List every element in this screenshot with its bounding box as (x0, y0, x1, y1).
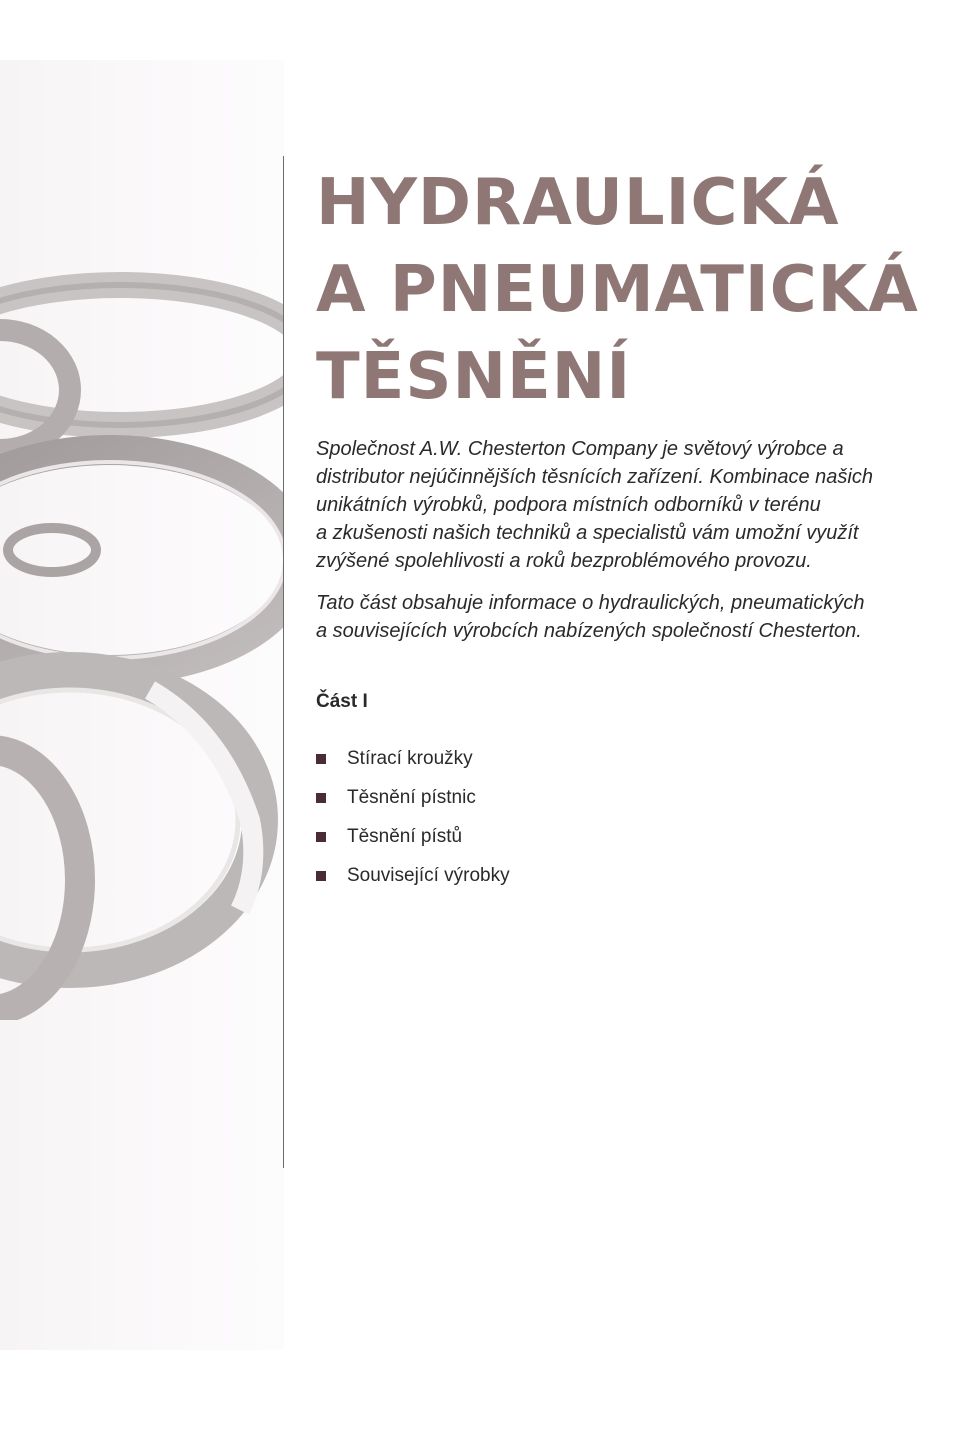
intro-line: distributor nejúčinnějších těsnících zařízení. Kombinace našich (316, 466, 873, 488)
intro-paragraph-2 (316, 589, 936, 645)
list-item-label: Těsnění pístů (347, 825, 463, 847)
intro-line: Společnost A.W. Chesterton Company je světový výrobce a (316, 438, 844, 460)
list-item (316, 778, 936, 817)
intro-line: unikátních výrobků, podpora místních odborníků v terénu (316, 494, 821, 516)
square-bullet-icon (316, 793, 326, 803)
content-column (316, 160, 936, 895)
list-item (316, 817, 936, 856)
list-item (316, 856, 936, 895)
page-title (316, 160, 936, 421)
intro-line: a souvisejících výrobcích nabízených společností Chesterton. (316, 620, 862, 642)
list-item-label: Těsnění pístnic (347, 786, 476, 808)
title-line-2: A PNEUMATICKÁ (316, 253, 919, 327)
intro-paragraph-1 (316, 435, 936, 575)
title-line-3: TĚSNĚNÍ (316, 340, 632, 414)
intro-line: zvýšené spolehlivosti a roků bezproblémového provozu. (316, 550, 812, 572)
title-line-1: HYDRAULICKÁ (316, 166, 840, 240)
section-label: Část I (316, 691, 368, 712)
list-item-label: Související výrobky (347, 864, 510, 886)
square-bullet-icon (316, 754, 326, 764)
square-bullet-icon (316, 832, 326, 842)
intro-line: Tato část obsahuje informace o hydraulických, pneumatických (316, 592, 865, 614)
intro-line: a zkušenosti našich techniků a specialistů vám umožní využít (316, 522, 859, 544)
list-item-label: Stírací kroužky (347, 747, 473, 769)
left-image-panel (0, 60, 284, 1350)
square-bullet-icon (316, 871, 326, 881)
section-items-list (316, 739, 936, 895)
list-item (316, 739, 936, 778)
vertical-divider (283, 156, 284, 1168)
seal-rings-photo (0, 260, 284, 1020)
